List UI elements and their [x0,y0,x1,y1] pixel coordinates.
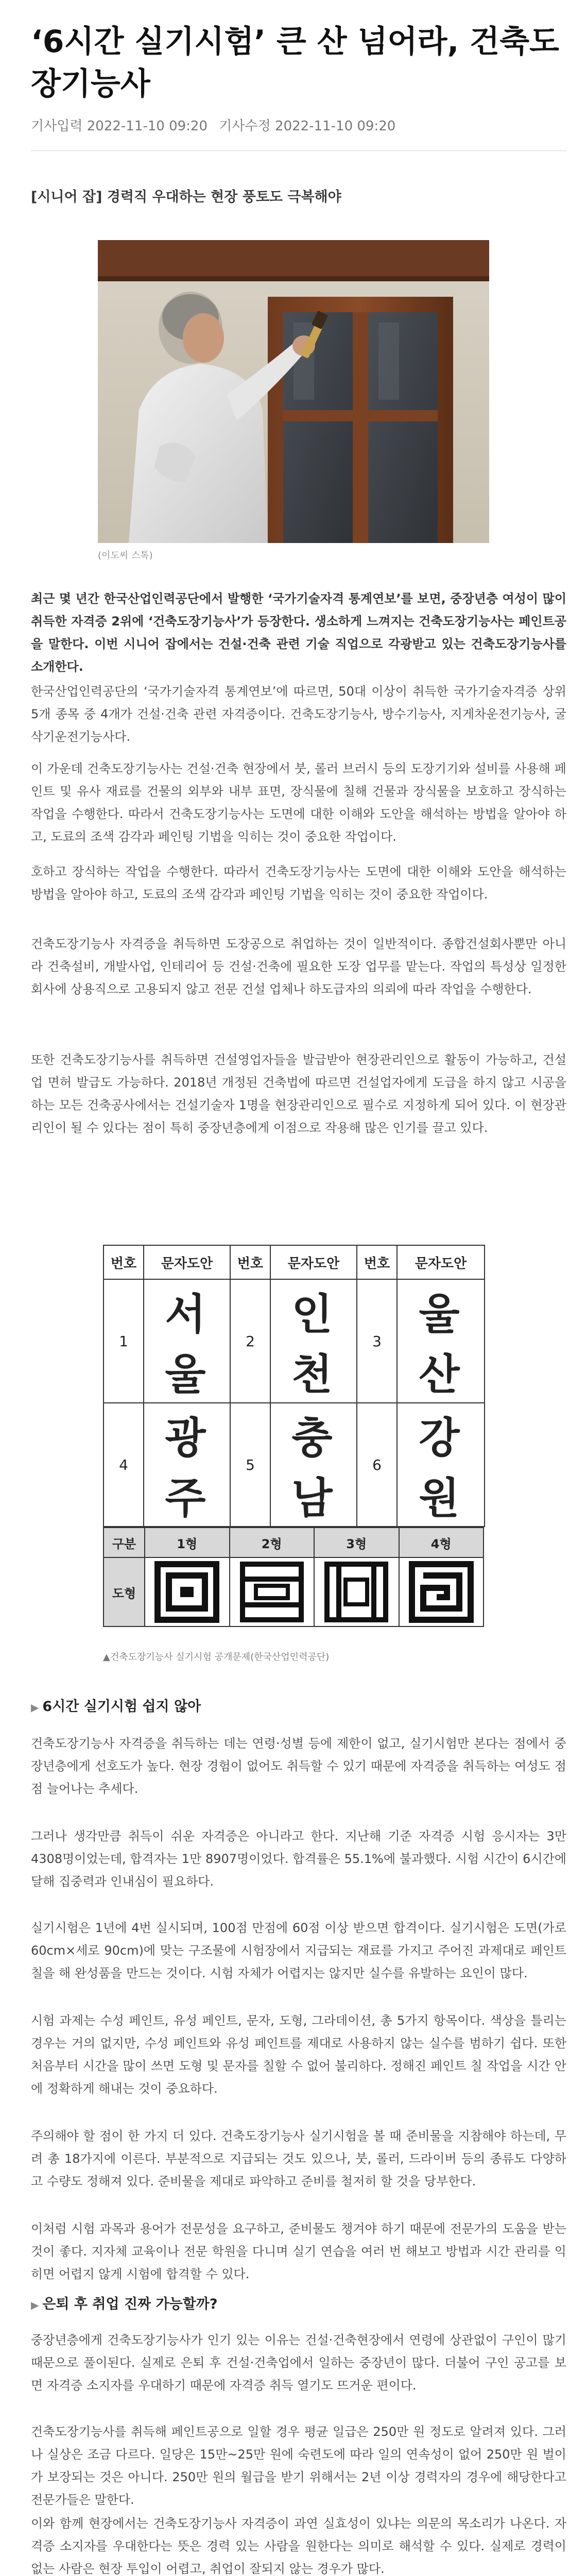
maze-square-icon [408,1561,475,1623]
paragraph: 주의해야 할 점이 한 가지 더 있다. 건축도장기능사 실기시험을 볼 때 준비물을 지참해야 하는데, 무려 총 18가지에 이른다. 부분적으로 지급되는 것도 있으나, 붓, 롤러, 드라이버 등의 종류도 다양하고 수량도 정해져 있다. 준비물을 제대로 파악하고 준비를 철저히 할 것을 당부한다. [31,2129,566,2189]
letter-table-header [103,1245,485,1279]
plate-number: 3 [357,1279,397,1403]
framed-box-icon [323,1561,390,1623]
header-letter-design: 문자도안 [270,1245,357,1279]
hero-photo [98,240,489,543]
table-row [103,1279,485,1403]
shape-pattern-table [103,1527,484,1627]
header-number: 번호 [230,1245,270,1279]
article-lede: [시니어 잡] 경력직 우대하는 현장 풍토도 극복해야 [31,189,341,205]
header-type-1: 1형 [145,1528,230,1557]
header-divider [31,150,566,151]
stacked-bars-icon [238,1561,305,1623]
plate-letters: 울산 [397,1279,485,1403]
plate-number: 6 [357,1403,397,1527]
paragraph: 이 가운데 건축도장기능사는 건설·건축 현장에서 붓, 롤러 브러시 등의 도장기기와 설비를 사용해 페인트 및 유사 재료를 건물의 외부와 내부 표면, 장식물에 칠해 건물과 장식물을 보호하고 장식하는 작업을 수행한다. 따라서 건축도장기능사는 도면에 대한 이해와 도안을 해석하는 방법을 알아야 하고, 도료의 조색 감각과 페인팅 기법을 익히는 것이 중요한 작업이다. [31,761,566,844]
paragraph-intro: 최근 몇 년간 한국산업인력공단에서 발행한 ‘국가기술자격 통계연보’를 보면, 중장년층 여성이 많이 취득한 자격증 2위에 ‘건축도장기능사’가 등장한다. 생소하게 느껴지는 건축도장기능사는 페인트공을 말한다. 이번 시니어 잡에서는 건설·건축 관련 기술 직업으로 각광받고 있는 건축도장기능사를 소개한다. [31,591,566,674]
paragraph: 그러나 생각만큼 취득이 쉬운 자격증은 아니라고 한다. 지난해 기준 자격증 시험 응시자는 3만 4308명이었는데, 합격자는 1만 8907명이었다. 합격률은 55.1%에 불과했다. 시험 시간이 6시간에 달해 집중력과 인내심이 필요하다. [31,1829,566,1889]
plate-letters: 광주 [144,1403,230,1527]
plate-letters: 인천 [270,1279,357,1403]
header-type-2: 2형 [230,1528,315,1557]
plate-letters: 충남 [270,1403,357,1527]
paragraph: 건축도장기능사 자격증을 취득하는 데는 연령·성별 등에 제한이 없고, 실기시험만 본다는 점에서 중장년층에게 선호도가 높다. 현장 경험이 없어도 취득할 수 있기 때문에 자격증을 취득하는 여성도 점점 늘어나는 추세다. [31,1736,566,1796]
article-headline: ‘6시간 실기시험’ 큰 산 넘어라, 건축도장기능사 [31,24,560,102]
paragraph: 실기시험은 1년에 4번 실시되며, 100점 만점에 60점 이상 받으면 합격이다. 실기시험은 도면(가로 60cm×세로 90cm)에 맞는 구조물에 시험장에서 지급되는 재료를 가지고 주어진 과제대로 페인트칠을 해 완성품을 만드는 것이다. 시험 자체가 어렵지는 않지만 실수를 유발하는 요인이 많다. [31,1921,566,1980]
plate-letters: 서울 [144,1279,230,1403]
paragraph: 중장년층에게 건축도장기능사가 인기 있는 이유는 건설·건축현장에서 연령에 상관없이 구인이 많기 때문으로 풀이된다. 실제로 은퇴 후 건설·건축업에서 일하는 중장년이 많다. 더불어 구인 공고를 보면 자격증 소지자를 우대하기 때문에 자격증 취득 열기도 뜨거운 편이다. [31,2333,566,2393]
header-type-4: 4형 [399,1528,484,1557]
shape-type-1 [145,1557,230,1626]
table-row [103,1557,484,1626]
plate-number: 1 [103,1279,144,1403]
header-letter-design: 문자도안 [397,1245,485,1279]
header-type-3: 3형 [314,1528,399,1557]
letter-design-table [103,1245,485,1527]
table-row [103,1403,485,1527]
nested-square-icon [153,1561,220,1623]
shape-type-4 [399,1557,484,1626]
row-label-shape: 도형 [103,1557,145,1626]
exam-figure [103,1245,484,1628]
paragraph: 이처럼 시험 과목과 용어가 전문성을 요구하고, 준비물도 챙겨야 하기 때문에 전문가의 도움을 받는 것이 좋다. 지자체 교육이나 전문 학원을 다니며 실기 연습을 여러 번 해보고 방법과 시간 관리를 익히면 어렵지 않게 시험에 합격할 수 있다. [31,2222,566,2281]
figure-caption: ▲건축도장기능사 실기시험 공개문제(한국산업인력공단) [103,1652,330,1663]
paragraph: 건축도장기능사 자격증을 취득하면 도장공으로 취업하는 것이 일반적이다. 종합건설회사뿐만 아니라 건축설비, 개발사업, 인테리어 등 건설·건축에 필요한 도장 업무를 맡는다. 작업의 특성상 일정한 회사에 상용직으로 고용되지 않고 전문 건설 업체나 하도급자의 의뢰에 따라 작업을 수행한다. [31,937,566,996]
header-category: 구분 [103,1528,145,1557]
published-date: 기사입력 2022-11-10 09:20 [31,118,208,134]
shape-type-3 [314,1557,399,1626]
paragraph: 건축도장기능사를 취득해 페인트공으로 일할 경우 평균 일급은 250만 원 정도로 알려져 있다. 그러나 실상은 조금 다르다. 일당은 15만~25만 원에 숙련도에 따라 일의 연속성이 없어 250만 원 벌이가 보장되는 것은 아니다. 250만 원의 월급을 받기 위해서는 2년 이상 경력자의 경우에 해당한다고 전문가들은 말한다. [31,2425,566,2507]
header-letter-design: 문자도안 [144,1245,230,1279]
paragraph: 호하고 장식하는 작업을 수행한다. 따라서 건축도장기능사는 도면에 대한 이해와 도안을 해석하는 방법을 알아야 하고, 도료의 조색 감각과 페인팅 기법을 익히는 것이 중요한 작업이다. [31,865,566,902]
paragraph: 한국산업인력공단의 ‘국가기술자격 통계연보’에 따르면, 50대 이상이 취득한 국가기술자격증 상위 5개 종목 중 4개가 건설·건축 관련 자격증이다. 건축도장기능사, 방수기능사, 지게차운전기능사, 굴삭기운전기능사다. [31,684,566,744]
pattern-table-header [103,1528,484,1557]
plate-number: 5 [230,1403,270,1527]
paragraph: 시험 과제는 수성 페인트, 유성 페인트, 문자, 도형, 그라데이션, 총 5가지 항목이다. 색상을 틀리는 경우는 거의 없지만, 수성 페인트와 유성 페인트를 제대로 사용하지 않는 실수를 범하기 쉽다. 또한 처음부터 시간을 많이 쓰면 도형 및 문자를 칠할 수 없어 불리하다. 정해진 페인트 칠 작업을 시간 안에 정확하게 해내는 것이 중요하다. [31,2013,566,2096]
hero-caption: (이도씨 스톡) [98,550,153,561]
section-heading: ▶ 은퇴 후 취업 진짜 가능할까? [31,2293,566,2313]
section-heading: ▶ 6시간 실기시험 쉽지 않아 [31,1695,566,1715]
shape-type-2 [230,1557,315,1626]
paragraph: 이와 함께 현장에서는 건축도장기능사 자격증이 과연 실효성이 있냐는 의문의 목소리가 나온다. 자격증 소지자를 우대한다는 뜻은 경력 있는 사람을 원한다는 의미로 해석할 수 있다. 실제로 경력이 없는 사람은 현장 투입이 어렵고, 취업이 잘되지 않는 경우가 많다. [31,2516,566,2576]
plate-number: 4 [103,1403,144,1527]
paragraph: 또한 건축도장기능사를 취득하면 건설영업자들을 발급받아 현장관리인으로 활동이 가능하고, 건설업 면허 발급도 가능하다. 2018년 개정된 건축법에 따르면 건설업자에게 도급을 하지 않고 시공을 하는 모든 건축공사에서는 건설기술자 1명을 현장관리인으로 필수로 지정하게 되어 있다. 이 현장관리인이 될 수 있다는 점이 특히 중장년층에게 이점으로 작용해 많은 인기를 끌고 있다. [31,1053,566,1135]
header-number: 번호 [357,1245,397,1279]
plate-letters: 강원 [397,1403,485,1527]
plate-number: 2 [230,1279,270,1403]
article-meta [31,115,566,134]
header-number: 번호 [103,1245,144,1279]
modified-date: 기사수정 2022-11-10 09:20 [219,118,396,134]
